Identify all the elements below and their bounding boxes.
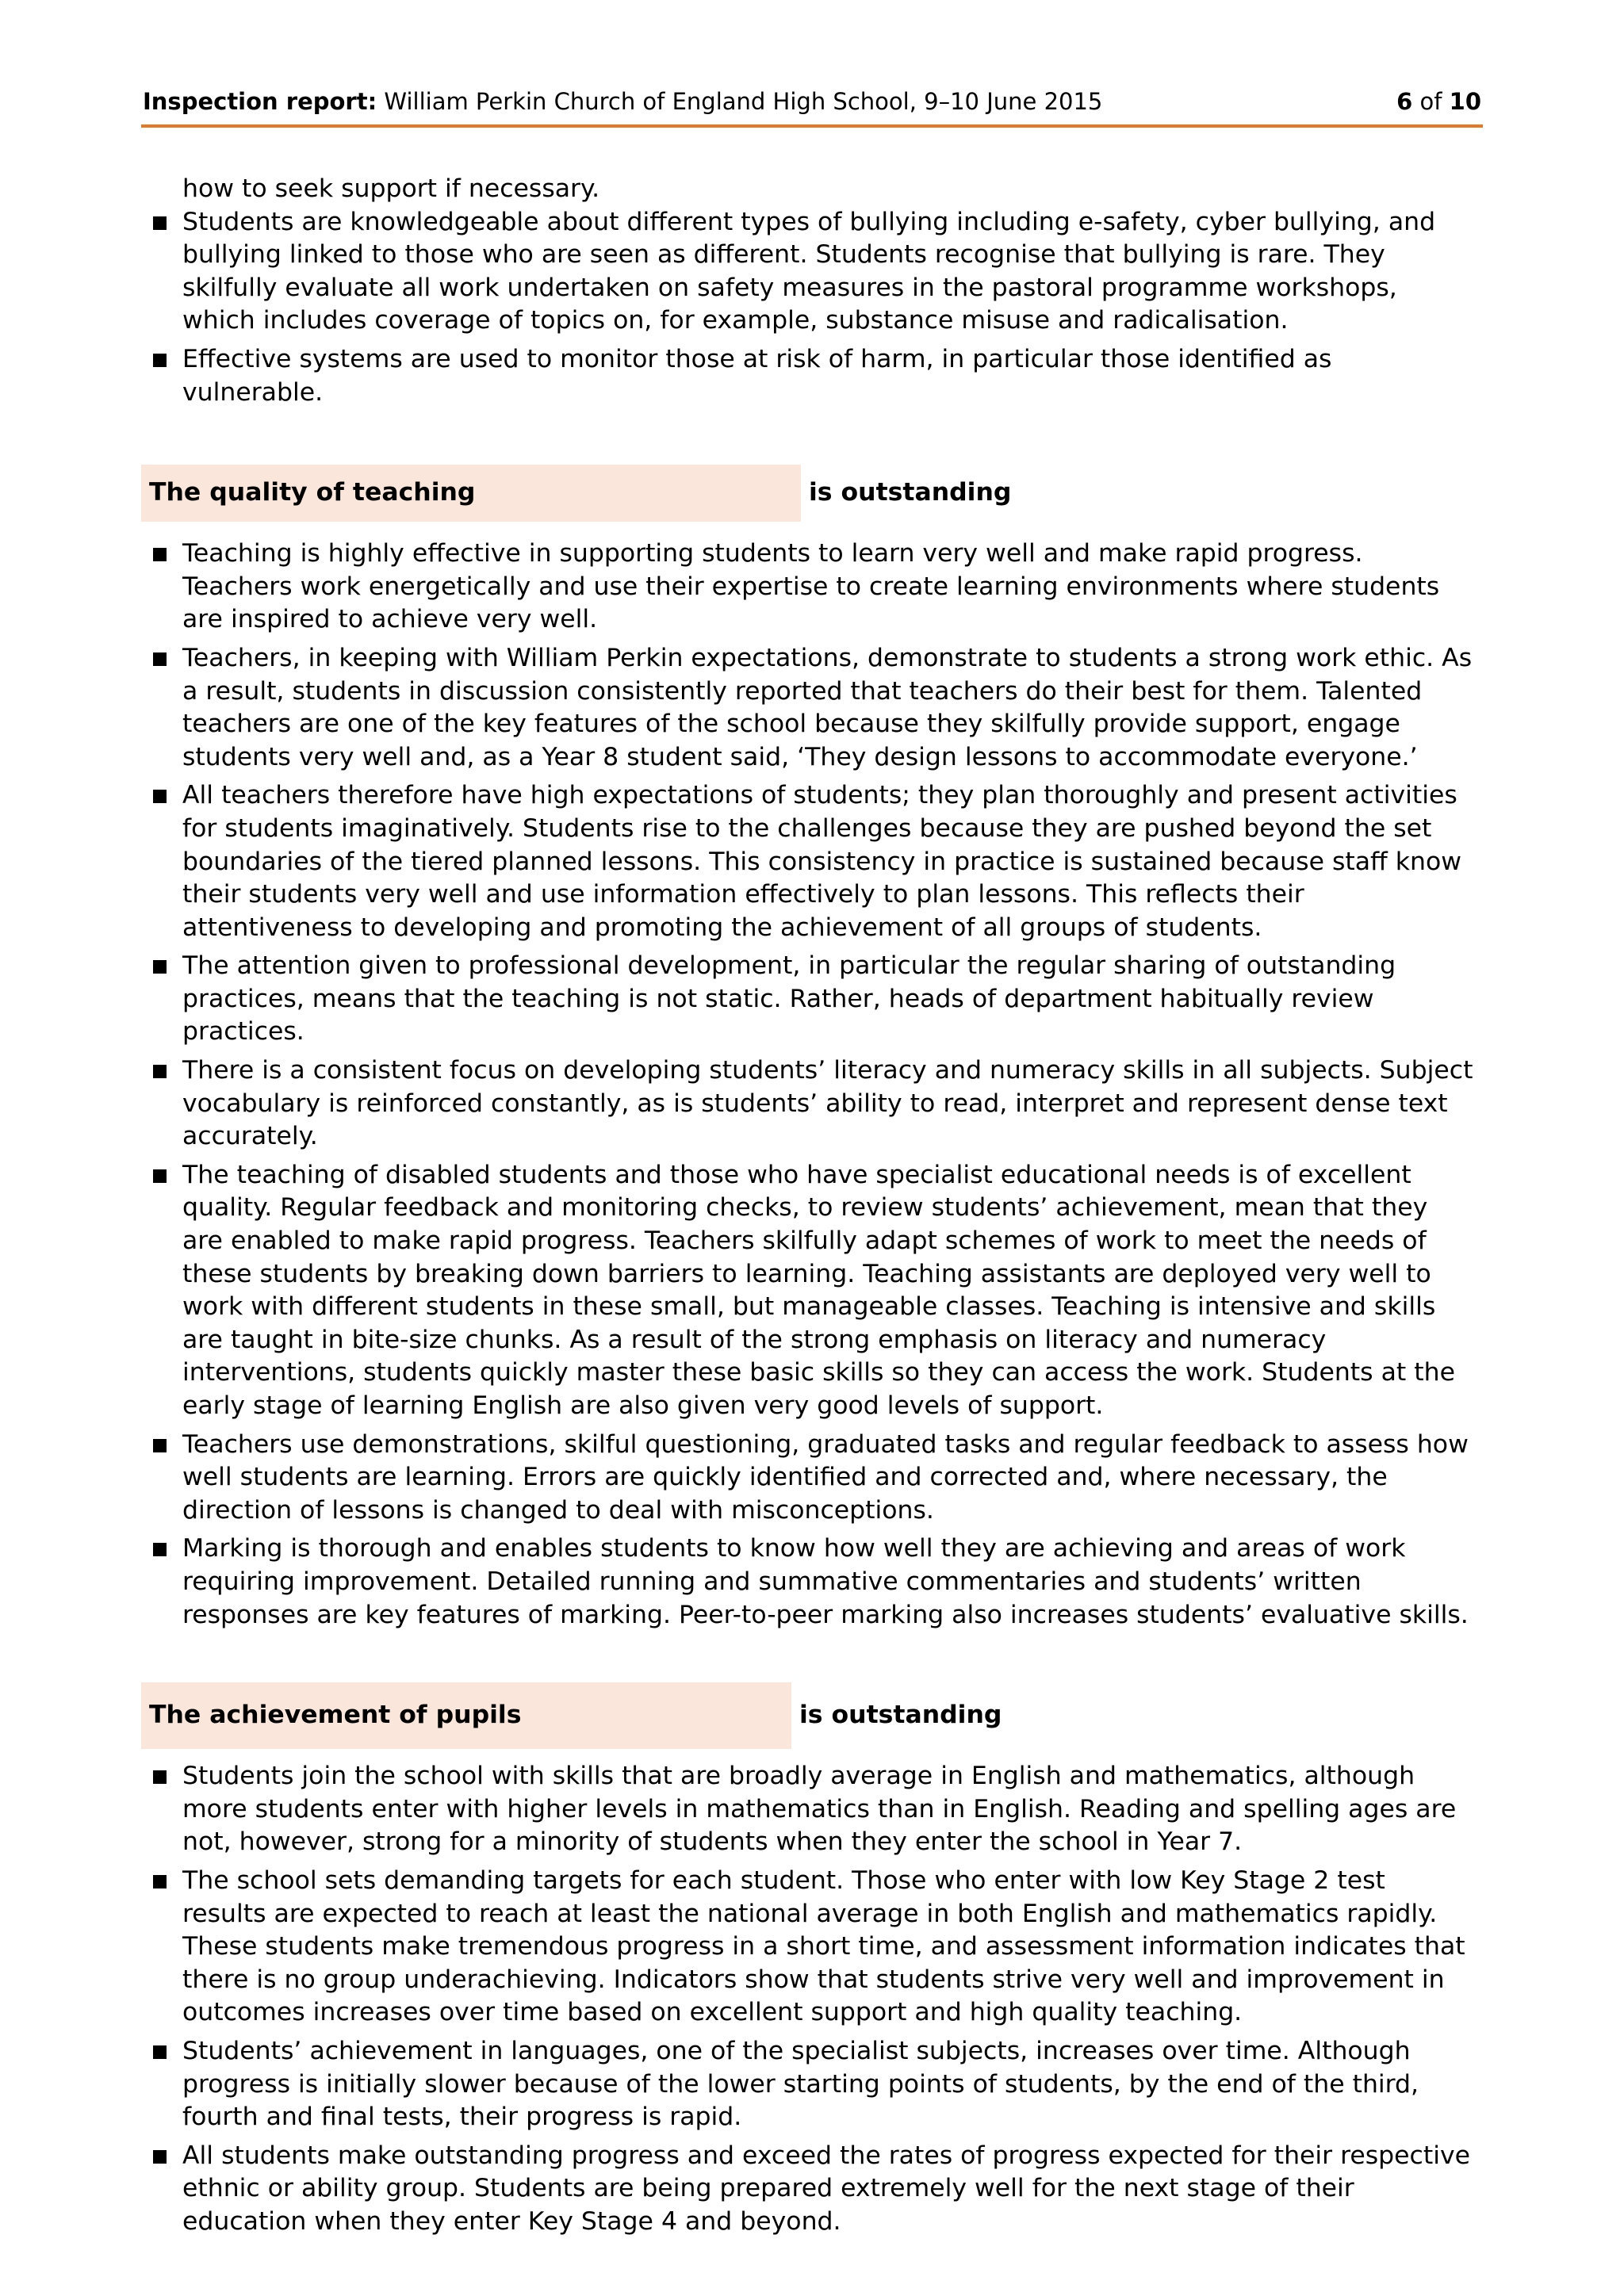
bullet-icon: [153, 1439, 167, 1452]
list-item-text: Students are knowledgeable about different types of bullying including e-safety, cyber bullying, and bullying linked to those who are seen as different. Students recognise that bullying is rare. They skilfully evaluate all work undertaken on safety measures in the pastoral programme workshops, which includes coverage of topics on, for example, substance misuse and radicalisation.: [182, 207, 1436, 335]
list-item-text: There is a consistent focus on developing students’ literacy and numeracy skills in all subjects. Subject vocabulary is reinforced constantly, as is students’ ability to read, interpret and represent dense text accurately.: [182, 1056, 1473, 1151]
list-item: [143, 538, 1475, 637]
bullet-icon: [153, 1875, 167, 1888]
bullet-icon: [153, 216, 167, 230]
section-title: The achievement of pupils: [149, 1701, 522, 1730]
bullet-icon: [153, 790, 167, 803]
teaching-bullets: [143, 538, 1475, 1632]
report-title: [143, 86, 1102, 117]
list-item: [143, 343, 1475, 409]
school-name: William Perkin Church of England High School, 9–10 June 2015: [384, 88, 1103, 115]
bullet-icon: [153, 1169, 167, 1183]
list-item: [143, 206, 1475, 338]
bullet-icon: [153, 1065, 167, 1078]
list-item-text: The school sets demanding targets for each student. Those who enter with low Key Stage 2 test results are expected to reach at least the national average in both English and mathematics rapidly. These students make tremendous progress in a short time, and assessment information indicates that there is no group underachieving. Indicators show that students strive very well and improvement in outcomes increases over time based on excellent support and high quality teaching.: [182, 1866, 1465, 2027]
bullet-icon: [153, 1543, 167, 1556]
report-label: Inspection report:: [143, 88, 377, 115]
intro-bullets: [143, 206, 1475, 410]
page-header: [143, 86, 1481, 117]
page-number: [1396, 86, 1481, 117]
list-item-text: Teachers use demonstrations, skilful questioning, graduated tasks and regular feedback to assess how well students are learning. Errors are quickly identified and corrected and, where necessary, the direction of lessons is changed to deal with misconceptions.: [182, 1429, 1469, 1525]
section-heading-achievement: [141, 1687, 1475, 1744]
list-item: [143, 779, 1475, 944]
list-item: [143, 1760, 1475, 1859]
list-item: [143, 1865, 1475, 2030]
page-total: 10: [1449, 88, 1481, 115]
bullet-icon: [153, 354, 167, 367]
list-item-text: Students’ achievement in languages, one of the specialist subjects, increases over time. Although progress is initially slower because of the lower starting points of students, by the end of the third, fourth and final tests, their progress is rapid.: [182, 2036, 1419, 2132]
list-item-text: All teachers therefore have high expectations of students; they plan thoroughly and present activities for students imaginatively. Students rise to the challenges because they are pushed beyond the set boundaries of the tiered planned lessons. This consistency in practice is sustained because staff know their students very well and use information effectively to plan lessons. This reflects their attentiveness to developing and promoting the achievement of all groups of students.: [182, 781, 1462, 942]
bullet-icon: [153, 960, 167, 974]
header-rule: [141, 124, 1483, 128]
bullet-icon: [153, 548, 167, 561]
list-item-text: Teaching is highly effective in supporting students to learn very well and make rapid progress. Teachers work energetically and use their expertise to create learning environments where students are inspired to achieve very well.: [182, 539, 1440, 634]
list-item-text: All students make outstanding progress and exceed the rates of progress expected for their respective ethnic or ability group. Students are being prepared extremely well for the next stage of their education when they enter Key Stage 4 and beyond.: [182, 2141, 1471, 2236]
list-item: [143, 1054, 1475, 1154]
list-item-text: Teachers, in keeping with William Perkin expectations, demonstrate to students a strong work ethic. As a result, students in discussion consistently reported that teachers do their best for them. Talented teachers are one of the key features of the school because they skilfully provide support, engage students very well and, as a Year 8 student said, ‘They design lessons to accommodate everyone.’: [182, 643, 1473, 771]
section-title-box: [141, 1682, 791, 1749]
page-current: 6: [1396, 88, 1413, 115]
section-title-box: [141, 465, 801, 522]
page-of: of: [1419, 88, 1442, 115]
list-item-text: Marking is thorough and enables students to know how well they are achieving and areas of work requiring improvement. Detailed running and summative commentaries and students’ written responses are key features of marking. Peer-to-peer marking also increases students’ evaluative skills.: [182, 1534, 1469, 1629]
bullet-icon: [153, 652, 167, 666]
list-item: [143, 2140, 1475, 2239]
list-item-text: Students join the school with skills that are broadly average in English and mathematics, although more students enter with higher levels in mathematics than in English. Reading and spelling ages are not, however, strong for a minority of students when they enter the school in Year 7.: [182, 1762, 1457, 1857]
list-item: [143, 950, 1475, 1049]
bullet-icon: [153, 2045, 167, 2059]
list-item: [143, 2035, 1475, 2134]
section-title: The quality of teaching: [149, 478, 476, 507]
list-item: [143, 1533, 1475, 1632]
achievement-bullets: [143, 1760, 1475, 2238]
section-verdict: is outstanding: [809, 478, 1012, 507]
list-item: [143, 642, 1475, 774]
list-item-text: The teaching of disabled students and those who have specialist educational needs is of excellent quality. Regular feedback and monitoring checks, to review students’ achievement, mean that they are enabled to make rapid progress. Teachers skilfully adapt schemes of work to meet the needs of these students by breaking down barriers to learning. Teaching assistants are deployed very well to work with different students in these small, but manageable classes. Teaching is intensive and skills are taught in bite-size chunks. As a result of the strong emphasis on literacy and numeracy interventions, students quickly master these basic skills so they can access the work. Students at the early stage of learning English are also given very good levels of support.: [182, 1160, 1455, 1420]
list-item: [143, 1429, 1475, 1528]
list-item-text: The attention given to professional development, in particular the regular sharing of outstanding practices, means that the teaching is not static. Rather, heads of department habitually review practices.: [182, 951, 1396, 1047]
bullet-icon: [153, 2150, 167, 2164]
list-item-text: Effective systems are used to monitor those at risk of harm, in particular those identified as vulnerable.: [182, 344, 1332, 407]
section-heading-teaching: [141, 465, 1475, 522]
continued-text: how to seek support if necessary.: [182, 174, 600, 203]
section-verdict: is outstanding: [799, 1701, 1002, 1730]
list-item: [143, 1159, 1475, 1423]
bullet-icon: [153, 1770, 167, 1784]
report-body: [143, 173, 1475, 2244]
